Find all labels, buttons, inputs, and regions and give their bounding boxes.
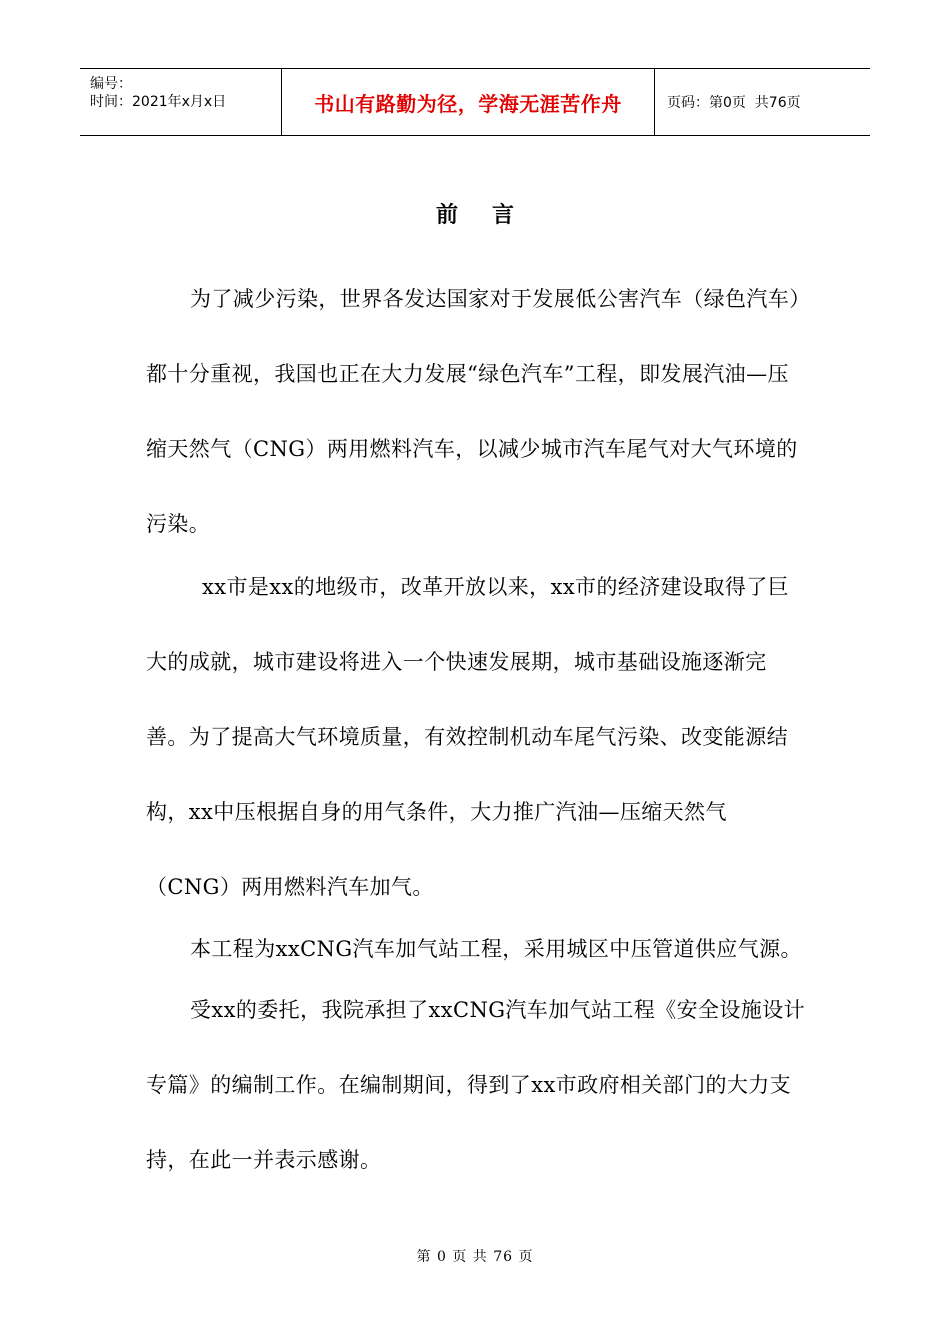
paragraph-4: 受xx的委托，我院承担了xxCNG汽车加气站工程《安全设施设计专篇》的编制工作。在编制期间，得到了xx市政府相关部门的大力支持，在此一并表示感谢。 <box>146 998 805 1172</box>
header-meta-cell <box>80 69 282 135</box>
paragraph-3: 本工程为xxCNG汽车加气站工程，采用城区中压管道供应气源。 <box>190 937 802 961</box>
header-motto-cell <box>282 69 655 135</box>
page-footer: 第 0 页 共 76 页 <box>416 1249 534 1265</box>
document-date: 时间：2021年x月x日 <box>90 94 227 110</box>
paragraph-2: xx市是xx的地级市，改革开放以来，xx市的经济建设取得了巨大的成就，城市建设将进入一个快速发展期，城市基础设施逐渐完善。为了提高大气环境质量，有效控制机动车尾气污染、改变能源结构，xx中压根据自身的用气条件，大力推广汽油—压缩天然气（CNG）两用燃料汽车加气。 <box>146 575 790 899</box>
header-page-cell <box>655 69 870 135</box>
header-page-info: 页码：第0页 共76页 <box>667 95 801 111</box>
paragraph-1: 为了减少污染，世界各发达国家对于发展低公害汽车（绿色汽车）都十分重视，我国也正在大力发展“绿色汽车”工程，即发展汽油—压缩天然气（CNG）两用燃料汽车，以减少城市汽车尾气对大气环境的污染。 <box>146 287 801 536</box>
document-header <box>80 68 870 136</box>
header-motto: 书山有路勤为径，学海无涯苦作舟 <box>314 91 622 116</box>
document-number-label: 编号： <box>90 76 132 92</box>
page-title: 前言 <box>435 203 548 228</box>
